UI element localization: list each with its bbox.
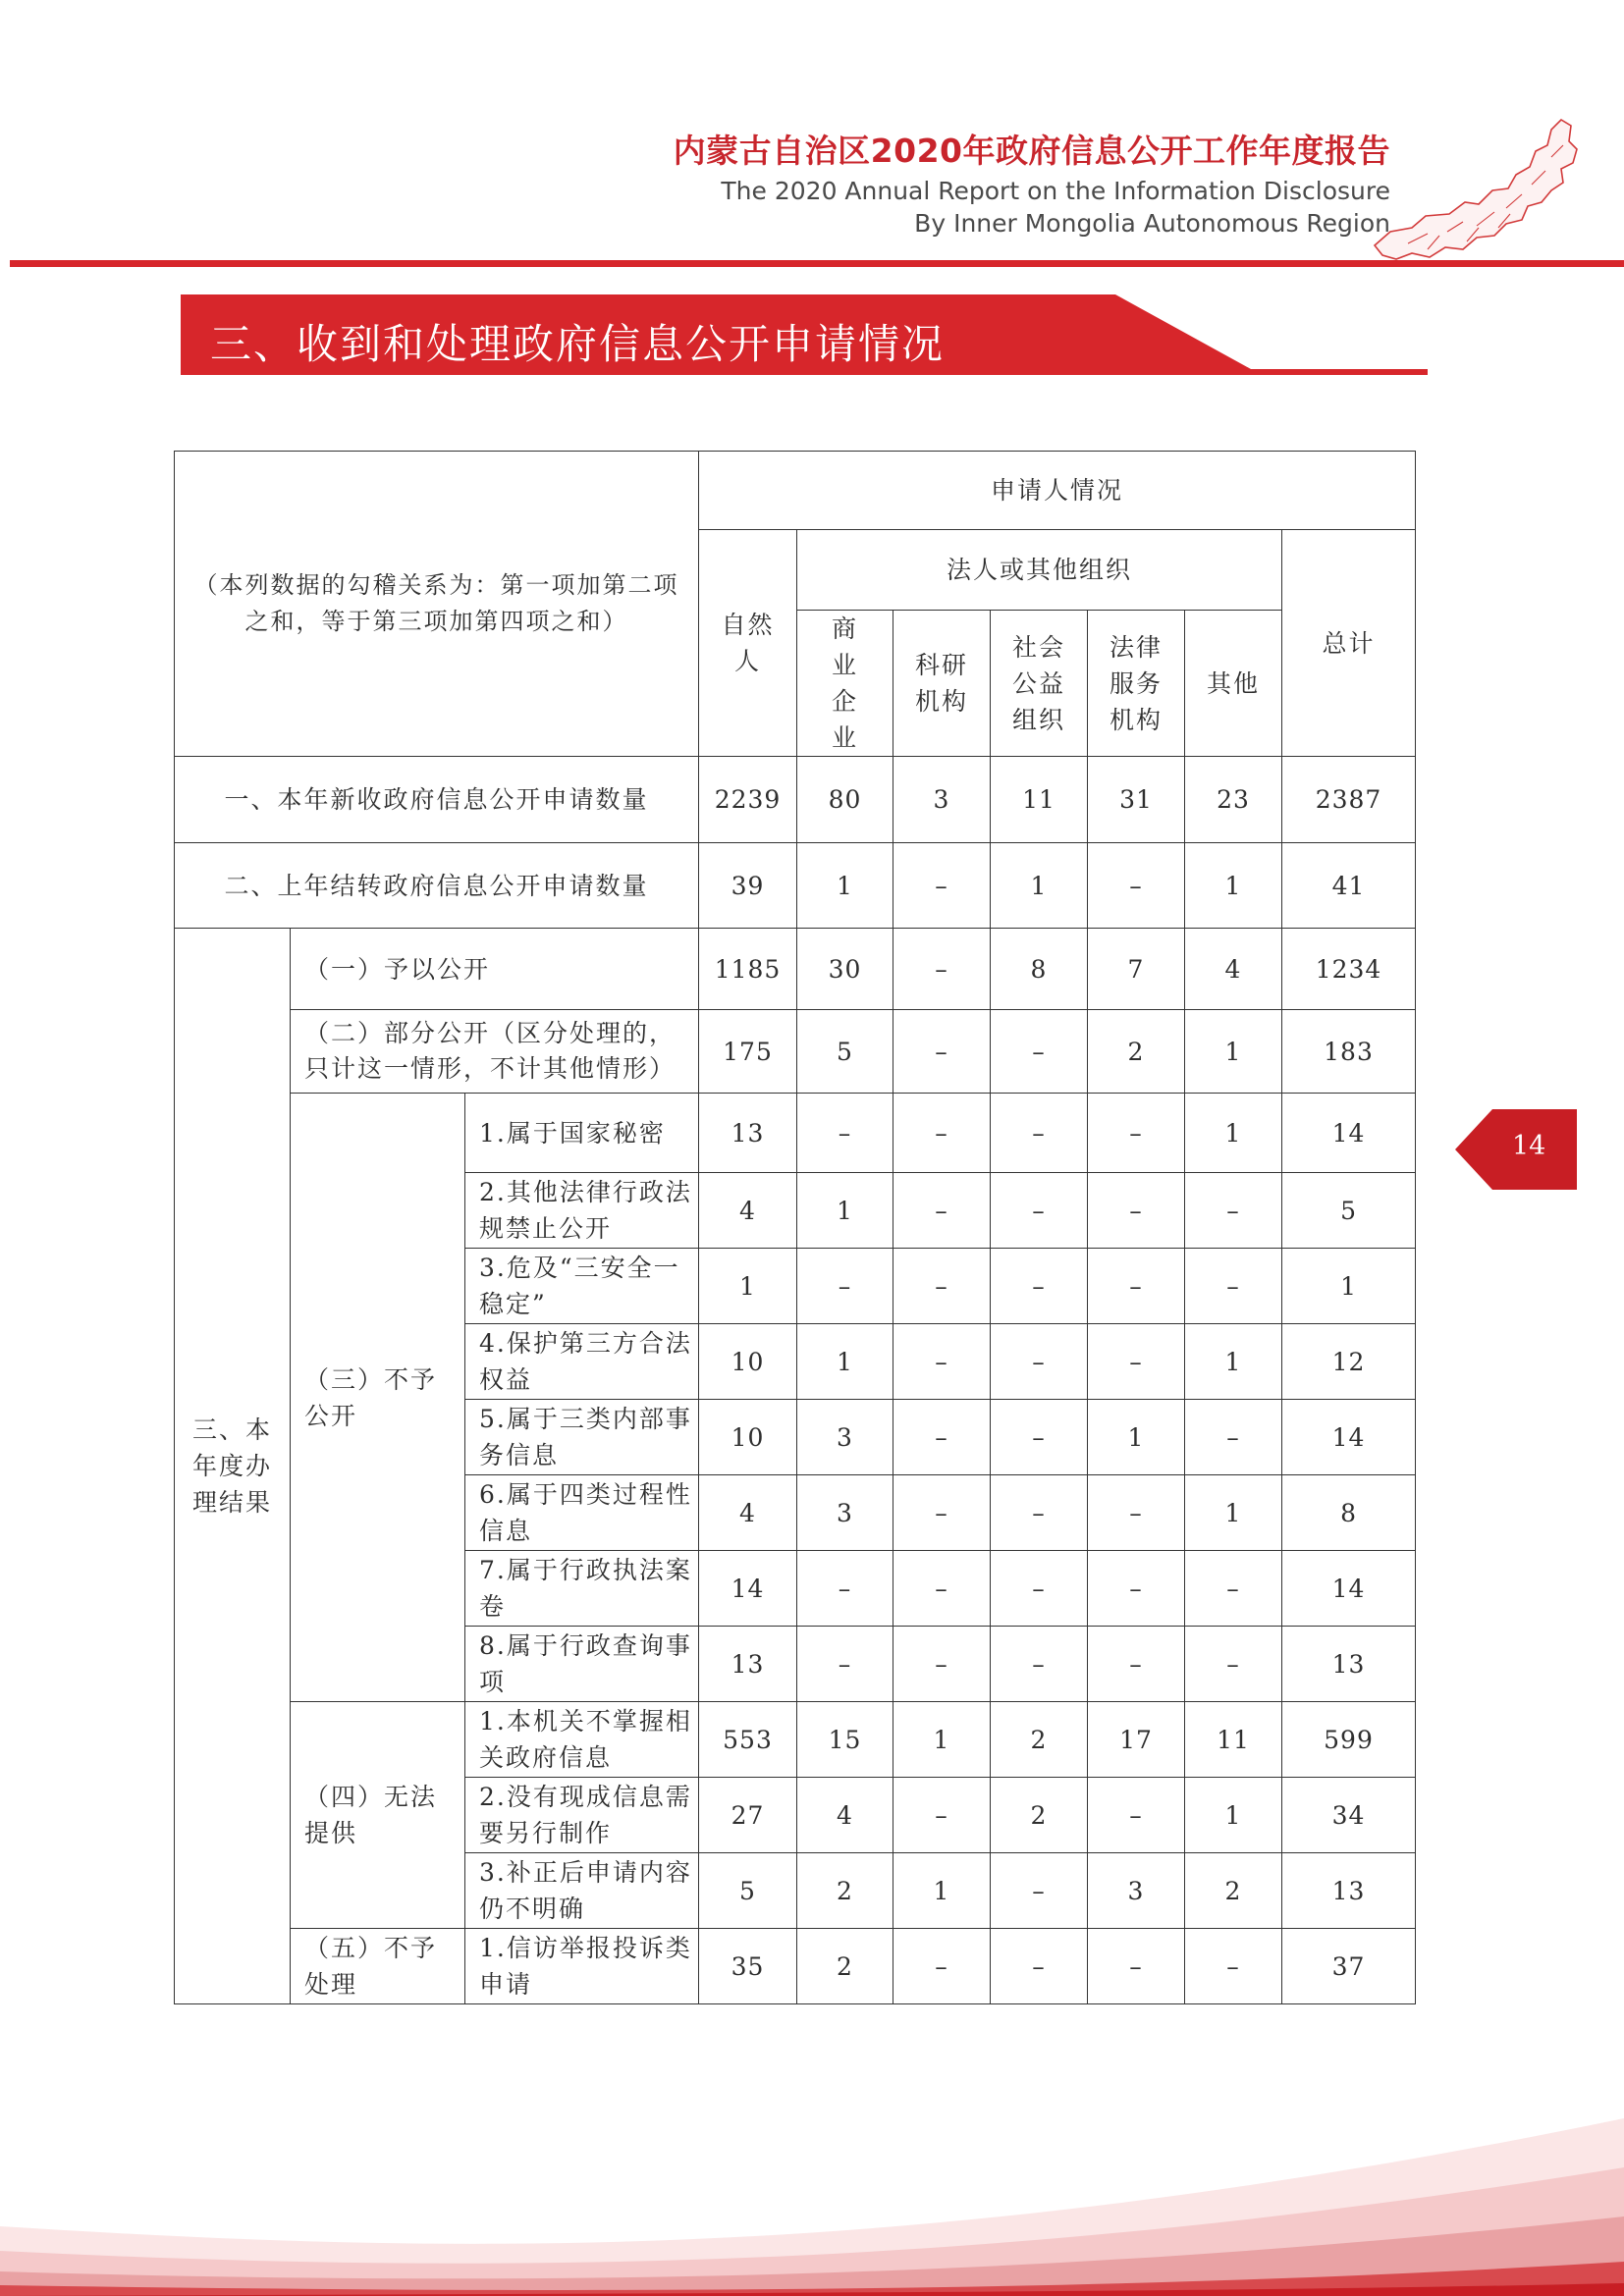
cell: 1 — [1185, 1475, 1282, 1551]
cell: 3 — [1088, 1853, 1185, 1929]
cell: 1 — [797, 843, 893, 929]
cell: 175 — [699, 1010, 797, 1094]
report-title: 内蒙古自治区2020年政府信息公开工作年度报告 — [673, 132, 1390, 170]
cell: – — [991, 1627, 1088, 1702]
cell: – — [1185, 1551, 1282, 1627]
cell: 7 — [1088, 929, 1185, 1010]
cell: 2 — [991, 1702, 1088, 1778]
cell: 37 — [1282, 1929, 1416, 2004]
cell: 30 — [797, 929, 893, 1010]
cell: 34 — [1282, 1778, 1416, 1853]
cell: – — [991, 1853, 1088, 1929]
cell: – — [1088, 1929, 1185, 2004]
cell: 15 — [797, 1702, 893, 1778]
cell: 35 — [699, 1929, 797, 2004]
table-row — [175, 757, 1416, 843]
group-label-results: 三、本年度办理结果 — [175, 929, 291, 2004]
page-number: 14 — [1512, 1131, 1546, 1161]
inner-mongolia-map-icon — [1369, 106, 1585, 263]
cell: 1 — [1185, 843, 1282, 929]
cell: – — [893, 1627, 991, 1702]
cell: – — [893, 1173, 991, 1249]
row-label: 1.属于国家秘密 — [465, 1094, 699, 1173]
cell: – — [893, 1094, 991, 1173]
cell: – — [1088, 1627, 1185, 1702]
table-row — [175, 929, 1416, 1010]
cell: – — [893, 1551, 991, 1627]
header-divider — [10, 260, 1624, 267]
table-row — [175, 1702, 1416, 1778]
cell: 13 — [1282, 1627, 1416, 1702]
row-label: 3.危及“三安全一稳定” — [465, 1249, 699, 1324]
table-note: （本列数据的勾稽关系为：第一项加第二项之和，等于第三项加第四项之和） — [175, 452, 699, 757]
cell: 13 — [699, 1094, 797, 1173]
cell: – — [797, 1249, 893, 1324]
cell: 4 — [699, 1475, 797, 1551]
cell: – — [1088, 1094, 1185, 1173]
cell: 2239 — [699, 757, 797, 843]
row-label: 8.属于行政查询事项 — [465, 1627, 699, 1702]
header-legal-services: 法律服务机构 — [1088, 611, 1185, 757]
cell: – — [991, 1173, 1088, 1249]
cell: – — [893, 1778, 991, 1853]
subgroup-label-not-processed: （五）不予处理 — [291, 1929, 465, 2004]
cell: 8 — [1282, 1475, 1416, 1551]
cell: 41 — [1282, 843, 1416, 929]
cell: 11 — [991, 757, 1088, 843]
row-label: 5.属于三类内部事务信息 — [465, 1400, 699, 1475]
cell: 10 — [699, 1324, 797, 1400]
subgroup-label-unable-to-provide: （四）无法提供 — [291, 1702, 465, 1929]
cell: 553 — [699, 1702, 797, 1778]
cell: 1 — [1185, 1010, 1282, 1094]
cell: 4 — [1185, 929, 1282, 1010]
cell: – — [797, 1551, 893, 1627]
row-label: （一）予以公开 — [291, 929, 699, 1010]
header-natural-person: 自然人 — [699, 530, 797, 757]
cell: 4 — [797, 1778, 893, 1853]
cell: 23 — [1185, 757, 1282, 843]
report-subtitle-en-line1: The 2020 Annual Report on the Information Disclosure — [721, 177, 1390, 205]
cell: 5 — [699, 1853, 797, 1929]
cell: 80 — [797, 757, 893, 843]
cell: 14 — [1282, 1400, 1416, 1475]
row-label: 4.保护第三方合法权益 — [465, 1324, 699, 1400]
cell: – — [893, 1929, 991, 2004]
row-label: 1.信访举报投诉类申请 — [465, 1929, 699, 2004]
cell: – — [991, 1400, 1088, 1475]
header-legal-entity: 法人或其他组织 — [797, 530, 1282, 611]
row-label: 2.没有现成信息需要另行制作 — [465, 1778, 699, 1853]
cell: – — [991, 1010, 1088, 1094]
cell: – — [893, 1400, 991, 1475]
cell: – — [893, 843, 991, 929]
cell: – — [991, 1249, 1088, 1324]
cell: 2 — [797, 1929, 893, 2004]
cell: 1 — [1185, 1778, 1282, 1853]
cell: 2 — [991, 1778, 1088, 1853]
subgroup-label-not-disclosed: （三）不予公开 — [291, 1094, 465, 1702]
row-label: 二、上年结转政府信息公开申请数量 — [175, 843, 699, 929]
cell: – — [1185, 1249, 1282, 1324]
cell: 1 — [893, 1853, 991, 1929]
cell: – — [893, 929, 991, 1010]
cell: 1 — [991, 843, 1088, 929]
cell: – — [1088, 1475, 1185, 1551]
cell: 1 — [1282, 1249, 1416, 1324]
cell: – — [1088, 1173, 1185, 1249]
cell: – — [1185, 1929, 1282, 2004]
row-label: 2.其他法律行政法规禁止公开 — [465, 1173, 699, 1249]
cell: – — [1088, 843, 1185, 929]
cell: – — [991, 1324, 1088, 1400]
cell: 1234 — [1282, 929, 1416, 1010]
cell: – — [893, 1249, 991, 1324]
table-row — [175, 1094, 1416, 1173]
cell: 183 — [1282, 1010, 1416, 1094]
row-label: 一、本年新收政府信息公开申请数量 — [175, 757, 699, 843]
cell: 39 — [699, 843, 797, 929]
row-label: 7.属于行政执法案卷 — [465, 1551, 699, 1627]
cell: 14 — [1282, 1551, 1416, 1627]
table-row — [175, 1010, 1416, 1094]
cell: 1185 — [699, 929, 797, 1010]
cell: 1 — [1185, 1324, 1282, 1400]
cell: 1 — [1185, 1094, 1282, 1173]
cell: 1 — [893, 1702, 991, 1778]
cell: 5 — [797, 1010, 893, 1094]
cell: 1 — [1088, 1400, 1185, 1475]
cell: 12 — [1282, 1324, 1416, 1400]
cell: 3 — [797, 1400, 893, 1475]
cell: – — [1088, 1324, 1185, 1400]
cell: – — [1088, 1551, 1185, 1627]
table-row — [175, 843, 1416, 929]
cell: – — [991, 1929, 1088, 2004]
cell: 13 — [1282, 1853, 1416, 1929]
cell: 14 — [699, 1551, 797, 1627]
application-statistics-table — [174, 451, 1416, 2004]
cell: 8 — [991, 929, 1088, 1010]
cell: 2 — [797, 1853, 893, 1929]
cell: 10 — [699, 1400, 797, 1475]
cell: 1 — [797, 1173, 893, 1249]
header-total: 总计 — [1282, 530, 1416, 757]
cell: 2387 — [1282, 757, 1416, 843]
cell: 3 — [893, 757, 991, 843]
cell: 13 — [699, 1627, 797, 1702]
cell: 14 — [1282, 1094, 1416, 1173]
section-title: 三、收到和处理政府信息公开申请情况 — [210, 320, 946, 368]
cell: – — [893, 1475, 991, 1551]
footer-wave-decoration — [0, 2079, 1624, 2296]
cell: – — [893, 1324, 991, 1400]
cell: – — [1088, 1249, 1185, 1324]
cell: – — [1185, 1400, 1282, 1475]
cell: 31 — [1088, 757, 1185, 843]
row-label: 3.补正后申请内容仍不明确 — [465, 1853, 699, 1929]
table-row — [175, 1929, 1416, 2004]
cell: 3 — [797, 1475, 893, 1551]
cell: – — [1185, 1173, 1282, 1249]
report-subtitle-en-line2: By Inner Mongolia Autonomous Region — [914, 209, 1390, 238]
cell: 4 — [699, 1173, 797, 1249]
row-label: 1.本机关不掌握相关政府信息 — [465, 1702, 699, 1778]
cell: 1 — [797, 1324, 893, 1400]
cell: – — [893, 1010, 991, 1094]
header-business: 商业企业 — [797, 611, 893, 757]
row-label: （二）部分公开（区分处理的，只计这一情形，不计其他情形） — [291, 1010, 699, 1094]
cell: – — [1088, 1778, 1185, 1853]
cell: – — [991, 1094, 1088, 1173]
cell: 17 — [1088, 1702, 1185, 1778]
cell: – — [991, 1551, 1088, 1627]
header-research: 科研机构 — [893, 611, 991, 757]
cell: 2 — [1088, 1010, 1185, 1094]
cell: – — [1185, 1627, 1282, 1702]
cell: – — [797, 1627, 893, 1702]
cell: 11 — [1185, 1702, 1282, 1778]
cell: 599 — [1282, 1702, 1416, 1778]
cell: 2 — [1185, 1853, 1282, 1929]
cell: – — [797, 1094, 893, 1173]
cell: – — [991, 1475, 1088, 1551]
cell: 5 — [1282, 1173, 1416, 1249]
row-label: 6.属于四类过程性信息 — [465, 1475, 699, 1551]
header-public-welfare: 社会公益组织 — [991, 611, 1088, 757]
header-applicant: 申请人情况 — [699, 452, 1416, 530]
cell: 1 — [699, 1249, 797, 1324]
cell: 27 — [699, 1778, 797, 1853]
header-other: 其他 — [1185, 611, 1282, 757]
